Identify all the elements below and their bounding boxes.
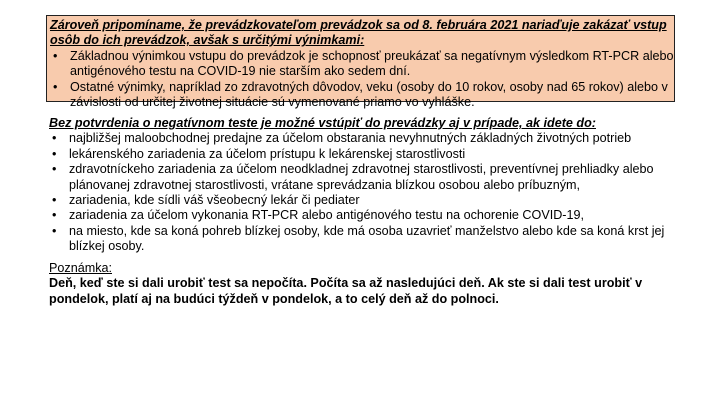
bullet-icon: •	[52, 131, 57, 146]
list-item	[50, 49, 674, 80]
exception-item-text: zdravotníckeho zariadenia za účelom neodkladnej zdravotnej starostlivosti, preventívnej prehliadky alebo plánovanej zdravotnej starostlivosti, vrátane sprevádzania blízkou osobou alebo príbuzným,	[69, 162, 654, 192]
bullet-icon: •	[52, 146, 57, 161]
note-label: Poznámka:	[49, 261, 112, 275]
note-text: Deň, keď ste si dali urobiť test sa nepočíta. Počíta sa až nasledujúci deň. Ak ste si dali test urobiť v pondelok, platí aj na budúci týždeň v pondelok, a to celý deň až do polnoci.	[49, 276, 643, 306]
notice-item-text: Ostatné výnimky, napríklad zo zdravotných dôvodov, veku (osoby do 10 rokov, osoby nad 65 rokov) alebo v závislosti od určitej životnej situácie sú vymenované priamo vo vyhláške.	[70, 79, 668, 110]
exceptions-list	[49, 131, 689, 254]
list-item	[49, 224, 689, 255]
bullet-icon: •	[52, 193, 57, 208]
list-item	[49, 147, 689, 162]
list-item	[49, 193, 689, 208]
exception-item-text: lekárenského zariadenia za účelom prístupu k lekárenskej starostlivosti	[69, 146, 466, 161]
exception-item-text: najbližšej maloobchodnej predajne za účelom obstarania nevyhnutných základných životných potrieb	[69, 131, 632, 146]
list-item	[49, 162, 689, 193]
exceptions-section	[49, 116, 689, 255]
list-item	[50, 80, 674, 111]
notice-heading: Zároveň pripomíname, že prevádzkovateľom prevádzok sa od 8. februára 2021 nariaďuje zakázať vstup osôb do ich prevádzok, avšak s určitými výnimkami:	[50, 18, 667, 48]
bullet-icon: •	[52, 223, 57, 238]
bullet-icon: •	[53, 48, 58, 63]
bullet-icon: •	[52, 208, 57, 223]
list-item	[49, 208, 689, 223]
bullet-icon: •	[52, 162, 57, 177]
exception-item-text: zariadenia, kde sídli váš všeobecný lekár či pediater	[69, 193, 360, 208]
notice-item-text: Základnou výnimkou vstupu do prevádzok je schopnosť preukázať sa negatívnym výsledkom RT-PCR alebo antigénového testu na COVID-19 nie starším ako sedem dní.	[70, 48, 674, 79]
exception-item-text: na miesto, kde sa koná pohreb blízkej osoby, kde má osoba uzavrieť manželstvo alebo kde sa koná krst jej blízkej osoby.	[69, 223, 665, 254]
notice-box	[46, 15, 675, 110]
bullet-icon: •	[53, 79, 58, 94]
notice-list	[50, 49, 674, 111]
list-item	[49, 131, 689, 146]
note-section	[49, 261, 689, 307]
exception-item-text: zariadenia za účelom vykonania RT-PCR alebo antigénového testu na ochorenie COVID-19,	[69, 208, 585, 223]
section-heading: Bez potvrdenia o negatívnom teste je možné vstúpiť do prevádzky aj v prípade, ak idete do:	[49, 116, 596, 130]
